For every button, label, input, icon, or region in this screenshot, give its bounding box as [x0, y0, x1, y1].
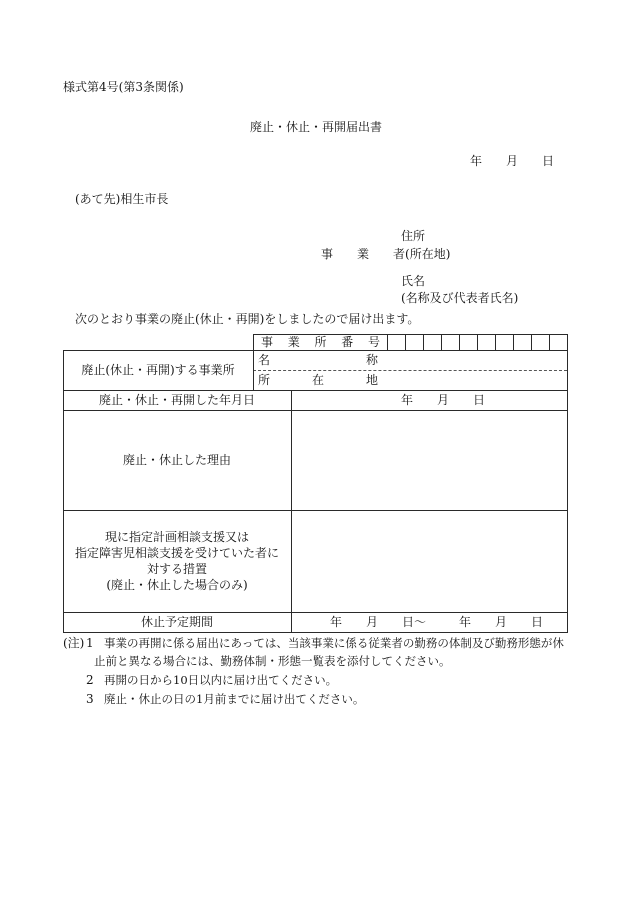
- applicant-name-sub-label: (名称及び代表者氏名): [401, 291, 519, 305]
- suspension-label-cell: [63, 612, 291, 632]
- statement: 次のとおり事業の廃止(休止・再開)をしましたので届け出ます。: [75, 312, 420, 326]
- note-number: 3: [86, 692, 94, 706]
- table-line-dashed: [253, 370, 567, 371]
- office-number-box-divider: [495, 334, 496, 350]
- measures-label-cell: [63, 510, 291, 612]
- suspension-from: 年 月 日〜: [330, 615, 427, 629]
- office-number-box-divider: [531, 334, 532, 350]
- form-title: 廃止・休止・再開届出書: [250, 120, 383, 134]
- table-line-right: [567, 334, 568, 633]
- office-number-box-divider: [405, 334, 406, 350]
- measures-label-line: 指定障害児相談支援を受けていた者に: [74, 546, 279, 560]
- office-number-box-divider: [549, 334, 550, 350]
- office-number-box-divider: [477, 334, 478, 350]
- note-text: 廃止・休止の日の1月前までに届け出てください。: [104, 692, 365, 706]
- reason-value-cell: [292, 411, 567, 510]
- measures-label-line: (廃止・休止した場合のみ): [106, 578, 248, 592]
- reason-label-cell: [63, 410, 291, 510]
- note-text: 止前と異なる場合には、勤務体制・形態一覧表を添付してください。: [94, 654, 451, 668]
- date-label-cell: [63, 390, 291, 410]
- measures-label-line: 対する措置: [146, 562, 207, 576]
- office-location-label: 所 在 地: [258, 373, 378, 387]
- applicant-location-label: (所在地): [405, 247, 451, 261]
- note-text: 事業の再開に係る届出にあっては、当該事業に係る従業者の勤務の体制及び勤務形態が休: [104, 636, 564, 650]
- office-number-box-divider: [441, 334, 442, 350]
- suspension-to: 年 月 日: [459, 615, 544, 629]
- applicant-address-label: 住所: [401, 229, 426, 243]
- applicant-role-label: 事 業 者: [321, 247, 406, 261]
- date-label: 廃止・休止・再開した年月日: [98, 393, 255, 407]
- note-number: 1: [86, 636, 94, 650]
- addressee: (あて先)相生市長: [75, 192, 169, 206]
- office-name-label: 名 称: [258, 353, 378, 367]
- office-number-box-divider: [513, 334, 514, 350]
- office-number-box-divider: [387, 334, 388, 350]
- applicant-role: [321, 246, 450, 262]
- suspension-label: 休止予定期間: [140, 615, 213, 629]
- office-number-box-divider: [459, 334, 460, 350]
- note-number: 2: [86, 673, 94, 687]
- office-number-box-divider: [423, 334, 424, 350]
- table-line-office-divider: [253, 334, 254, 390]
- table-line-bottom: [63, 632, 568, 633]
- measures-value-cell: [292, 511, 567, 612]
- form-number: 様式第4号(第3条関係): [63, 80, 184, 94]
- submission-date: 年 月 日: [470, 154, 555, 168]
- office-label: 廃止(休止・再開)する事業所: [81, 363, 235, 377]
- date-value: 年 月 日: [401, 393, 486, 407]
- office-number-label: 事 業 所 番 号: [261, 335, 380, 349]
- applicant-name-label: 氏名: [401, 274, 426, 288]
- measures-label-line: 現に指定計画相談支援又は: [104, 530, 249, 544]
- note-text: 再開の日から10日以内に届け出てください。: [104, 673, 338, 687]
- notes-label: (注): [63, 636, 85, 650]
- reason-label: 廃止・休止した理由: [122, 453, 231, 467]
- office-label-cell: [63, 350, 253, 390]
